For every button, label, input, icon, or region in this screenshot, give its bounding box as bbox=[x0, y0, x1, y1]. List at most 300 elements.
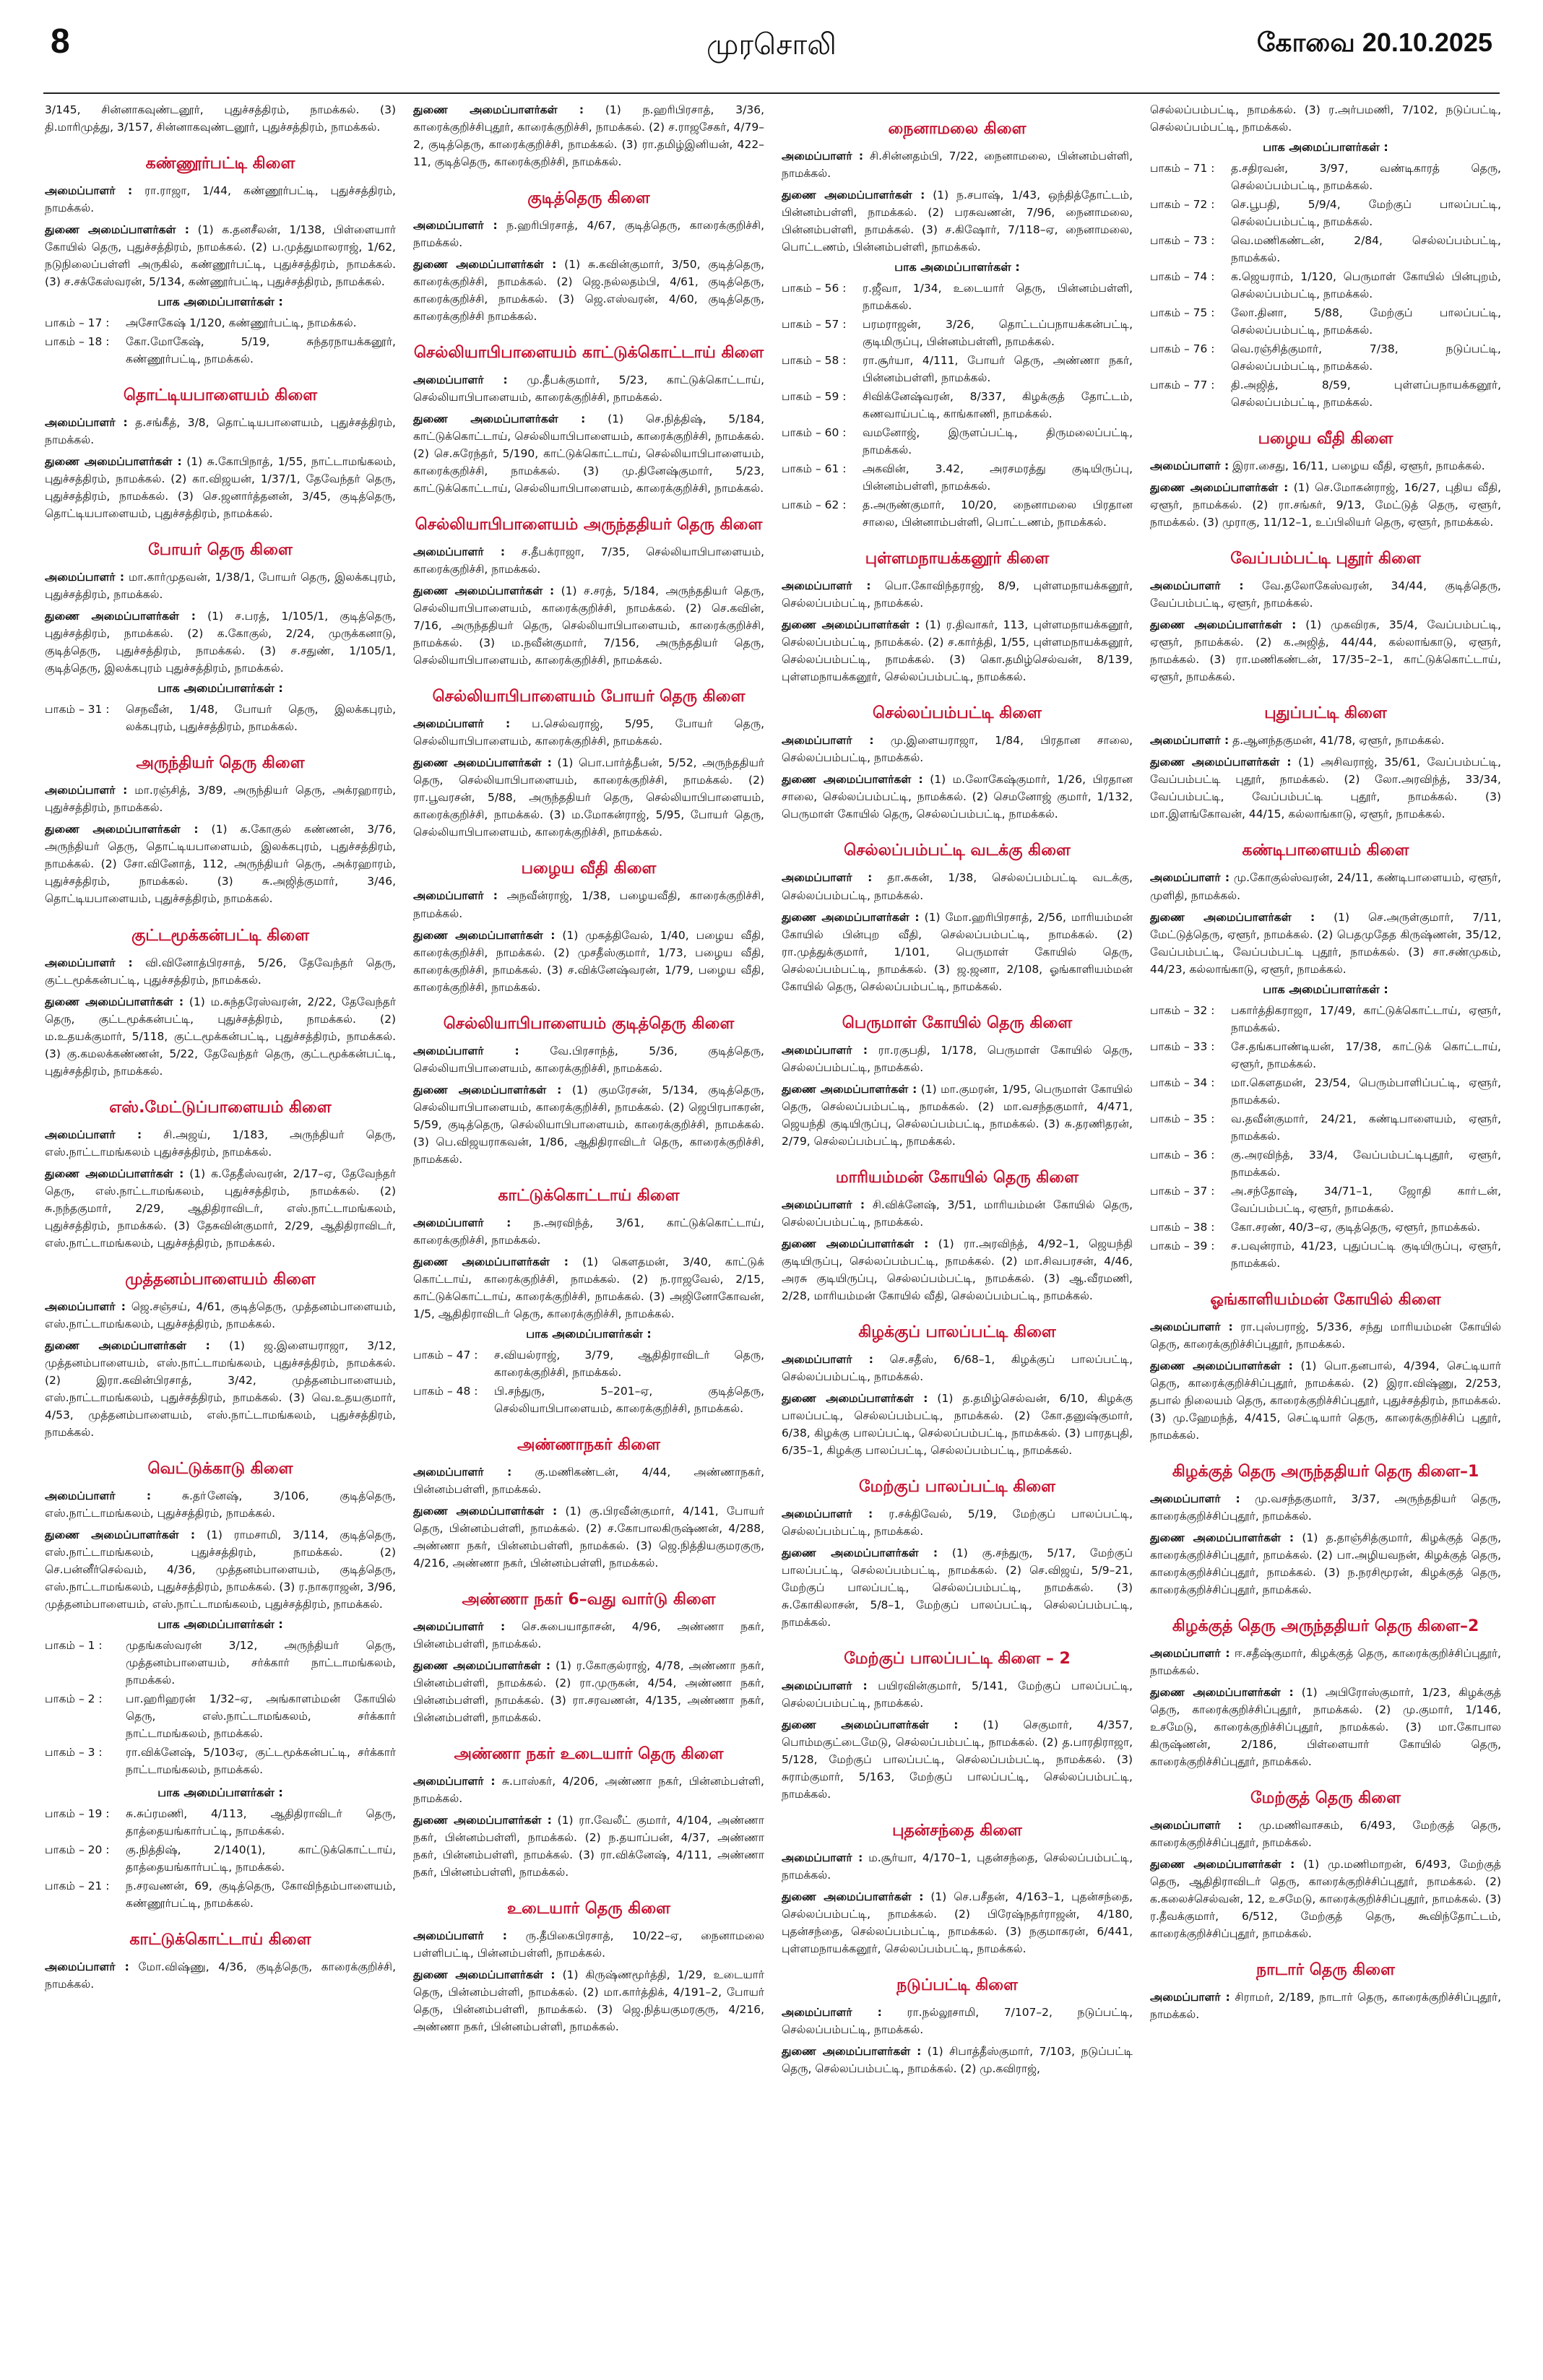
branch-deputies bbox=[45, 453, 396, 522]
secretary-label: அமைப்பாளர் : bbox=[413, 1619, 506, 1633]
branch-title: செல்லியாபிபாளையம் போயர் தெரு கிளை bbox=[432, 688, 745, 706]
branch-secretary bbox=[782, 577, 1133, 612]
deputies-text: (1) அசிவராஜ், 35/61, வேப்பம்பட்டி, வேப்பம்பட்டி புதூர், நாமக்கல். (2) லோ.அரவிந்த், 33/34, வேப்பம்பட்டி, வேப்பம்பட்டி புதூர், நாமக்கல். (3) மா.இளங்கோவன், 44/15, கல்லாங்காடு, ஏளூர், நாமக்கல். bbox=[1150, 756, 1501, 821]
secretary-text: ஜெ.சஞ்சய், 4/61, குடித்தெரு, முத்தனம்பாளையம், எஸ்.நாட்டாமங்கலம், புதுச்சத்திரம், நாமக்கல். bbox=[45, 1299, 396, 1330]
section-text: சிவிக்னேஷ்வரன், 8/337, கிழக்குத் தோட்டம், கணவாய்பட்டி, காங்காணி, நாமக்கல். bbox=[863, 390, 1133, 421]
secretary-label: அமைப்பாளர் : bbox=[782, 1851, 863, 1865]
section-number: பாகம் – 38 : bbox=[1150, 1220, 1215, 1234]
deputies-text: (1) த.தாஞ்சித்குமார், கிழக்குத் தெரு, காரைக்குறிச்சிப்புதூர், நாமக்கல். (2) பா.அழியவநன், கிழக்குத் தெரு, காரைக்குறிச்சிப்புதூர், நாமக்கல். (3) ந.நரசிமூரன், கிழக்குத் தெரு, காரைக்குறிச்சிப்புதூர், நாமக்கல். bbox=[1150, 1531, 1501, 1596]
secretary-label: அமைப்பாளர் : bbox=[413, 1044, 519, 1057]
edition-date: கோவை 20.10.2025 bbox=[1256, 27, 1492, 57]
deputies-text: (1) அபிரோஸ்குமார், 1/23, கிழக்குத் தெரு, காரைக்குறிச்சிப்புதூர், நாமக்கல். (2) மு.குமார், 1/146, உசமேடு, காரைக்குறிச்சிப்புதூர், நாமக்கல். (3) மா.கோபால கிருஷ்ணன், 2/186, பிள்ளையார் கோயில் தெரு, காரைக்குறிச்சிப்புதூர், நாமக்கல். bbox=[1150, 1686, 1501, 1769]
branch-deputies bbox=[45, 993, 396, 1080]
branch-block bbox=[413, 1015, 764, 1168]
secretary-label: அமைப்பாளர் : bbox=[45, 1299, 126, 1313]
deputies-text: (1) பொ.பார்த்தீபன், 5/52, அருந்ததியர் தெரு, செல்லியாபிபாளையம், காரைக்குறிச்சி, நாமக்கல். (2) ரா.பூவரசன், 5/88, அருந்ததியர் தெரு, செல்லியாபிபாளையம், காரைக்குறிச்சி, நாமக்கல். (3) ம.மோகன்ராஜ், 5/95, போயர் தெரு, செல்லியாபிபாளையம், காரைக்குறிச்சி, நாமக்கல். bbox=[413, 756, 764, 839]
branch-title: புதுப்பட்டி கிளை bbox=[1264, 704, 1387, 723]
deputies-label: துணை அமைப்பாளர்கள் : bbox=[413, 928, 556, 942]
secretary-label: அமைப்பாளர் : bbox=[782, 1198, 865, 1211]
deputies-text: (1) ம.சுந்தரேஸ்வரன், 2/22, தேவேந்தர் தெரு, குட்டமூக்கன்பட்டி, புதுச்சத்திரம், நாமக்கல். (2) ம.உதயக்குமார், 5/118, குட்டமூக்கன்பட்டி, புதுச்சத்திரம், நாமக்கல். (3) கு.கமலக்கண்ணன், 5/22, தேவேந்தர் தெரு, குட்டமூக்கன்பட்டி, புதுச்சத்திரம், நாமக்கல். bbox=[45, 995, 396, 1078]
branch-deputies bbox=[413, 1812, 764, 1881]
page-number: 8 bbox=[51, 22, 70, 61]
branch-title: காட்டுக்கொட்டாய் கிளை bbox=[498, 1186, 680, 1205]
secretary-label: அமைப்பாளர் : bbox=[413, 545, 506, 559]
secretary-label: அமைப்பாளர் : bbox=[413, 889, 498, 903]
secretary-text: மா.கார்முதவன், 1/38/1, போயர் தெரு, இலக்கபுரம், புதுச்சத்திரம், நாமக்கல். bbox=[45, 571, 396, 602]
section-text: பா.ஹரிஹரன் 1/32–ஏ, அங்காளம்மன் கோயில் தெரு, எஸ்.நாட்டாமங்கலம், சர்க்கார் நாட்டாமங்கலம், நாமக்கல். bbox=[126, 1692, 396, 1741]
section-row bbox=[782, 280, 1133, 314]
branch-secretary bbox=[45, 1126, 396, 1161]
branch-title: செல்லியாபிபாளையம் குடித்தெரு கிளை bbox=[443, 1014, 735, 1033]
branch-title: கண்டிபாளையம் கிளை bbox=[1242, 841, 1409, 860]
deputies-text: (1) செ.மோகன்ராஜ், 16/27, புதிய வீதி, ஏளூர், நாமக்கல். (2) ரா.சங்கர், 9/13, மேட்டுத் தெரு, ஏளூர், நாமக்கல். (3) முராகு, 11/12–1, உப்பிலியர் தெரு, ஏளூர், நாமக்கல். bbox=[1150, 481, 1501, 529]
branch-secretary bbox=[782, 1505, 1133, 1540]
branch-title: அண்ணா நகர் உடையார் தெரு கிளை bbox=[454, 1745, 724, 1764]
branch-title: அண்ணா நகர் 6–வது வார்டு கிளை bbox=[462, 1590, 716, 1609]
deputies-label: துணை அமைப்பாளர்கள் : bbox=[782, 910, 920, 924]
section-heading: பாக அமைப்பாளர்கள் : bbox=[894, 260, 1020, 274]
newspaper-title: முரசொலி bbox=[706, 28, 837, 61]
branch-deputies bbox=[413, 582, 764, 669]
branch-deputies bbox=[782, 771, 1133, 823]
secretary-text: ரா.ராஜா, 1/44, கண்ணூர்பட்டி, புதுச்சத்திரம், நாமக்கல். bbox=[45, 184, 396, 215]
branch-secretary bbox=[45, 1298, 396, 1333]
section-row bbox=[45, 1805, 396, 1840]
secretary-text: ரு.தீபிகைபிரசாத், 10/22–ஏ, நைனாமலை பள்ளிபட்டி, பின்னம்பள்ளி, நாமக்கல். bbox=[413, 1929, 764, 1960]
branch-secretary bbox=[413, 371, 764, 406]
deputies-label: துணை அமைப்பாளர்கள் : bbox=[1150, 1531, 1295, 1544]
deputies-text: (1) சிபாத்தீஸ்குமார், 7/103, நடுப்பட்டி தெரு, செல்லப்பம்பட்டி, நாமக்கல். (2) மு.கவிராஜ், bbox=[782, 2045, 1133, 2076]
deputies-label: துணை அமைப்பாளர்கள் : bbox=[413, 1968, 556, 1982]
section-number: பாகம் – 58 : bbox=[782, 354, 847, 368]
secretary-label: அமைப்பாளர் : bbox=[413, 1775, 496, 1788]
secretary-label: அமைப்பாளர் : bbox=[782, 871, 873, 885]
deputies-label: துணை அமைப்பாளர்கள் : bbox=[782, 2045, 922, 2059]
deputies-label: துணை அமைப்பாளர்கள் : bbox=[782, 1082, 917, 1096]
section-number: பாகம் – 31 : bbox=[45, 703, 110, 717]
branch-block bbox=[413, 1745, 764, 1881]
deputies-text: (1) மா.குமரன், 1/95, பெருமாள் கோயில் தெரு, செல்லப்பம்பட்டி, நாமக்கல். (2) மா.வசந்தகுமார், 4/471, ஜெயந்தி குடியிருப்பு, செல்லப்பம்பட்டி, நாமக்கல். (3) சு.தரணிதரன், 2/79, செல்லப்பம்பட்டி, நாமக்கல். bbox=[782, 1082, 1133, 1148]
secretary-label: அமைப்பாளர் : bbox=[782, 734, 874, 748]
branch-title: நாடார் தெரு கிளை bbox=[1256, 1961, 1395, 1980]
branch-title: அருந்தியர் தெரு கிளை bbox=[136, 754, 305, 773]
section-text: ரா.விக்னேஷ், 5/103ஏ, குட்டமூக்கன்பட்டி, சர்க்கார் நாட்டாமங்கலம், நாமக்கல். bbox=[126, 1746, 396, 1777]
section-row bbox=[45, 1877, 396, 1912]
branch-secretary bbox=[782, 1351, 1133, 1385]
deputies-text: (1) க.தனசீலன், 1/138, பிள்ளையார் கோயில் தெரு, புதுச்சத்திரம், நாமக்கல். (2) ப.முத்துமாலராஜ், 1/62, நடுநிலைப்பள்ளி அருகில், கண்ணூர்பட்டி, புதுச்சத்திரம், நாமக்கல். (3) ச.சக்கேஸ்வரன், 5/134, கண்ணூர்பட்டி, புதுச்சத்திரம், நாமக்கல். bbox=[45, 223, 396, 289]
deputies-text: (1) பொ.தனபால், 4/394, செட்டியார் தெரு, காரைக்குறிச்சிப்புதூர், நாமக்கல். (2) இரா.விஷ்ணு, 2/253, தபால் நிலையம் தெரு, காரைக்குறிச்சிப்புதூர், புதுச்சத்திரம், நாமக்கல். (3) மு.ஹேமந்த், 4/415, செட்டியார் தெரு, காரைக்குறிச்சிப் புதூர், நாமக்கல். bbox=[1150, 1359, 1501, 1442]
section-number: பாகம் – 3 : bbox=[45, 1746, 103, 1760]
section-text: கோ.சரண், 40/3–ஏ, குடித்தெரு, ஏளூர், நாமக்கல். bbox=[1231, 1220, 1481, 1234]
section-number: பாகம் – 77 : bbox=[1150, 378, 1215, 392]
section-row bbox=[1150, 340, 1501, 375]
branch-secretary bbox=[782, 1042, 1133, 1076]
branch-block bbox=[1150, 841, 1501, 1271]
deputies-label: துணை அமைப்பாளர்கள் : bbox=[45, 1167, 184, 1180]
section-number: பாகம் – 61 : bbox=[782, 462, 847, 476]
branch-title: மேற்குத் தெரு கிளை bbox=[1250, 1789, 1401, 1808]
deputies-label: துணை அமைப்பாளர்கள் : bbox=[413, 1814, 552, 1827]
article-columns bbox=[45, 101, 1501, 2369]
branch-title: செல்லப்பம்பட்டி வடக்கு கிளை bbox=[844, 841, 1071, 860]
branch-title: அண்ணாநகர் கிளை bbox=[517, 1435, 660, 1454]
branch-secretary bbox=[782, 1677, 1133, 1712]
branch-deputies bbox=[782, 1390, 1133, 1459]
deputies-text: (1) முகத்திவேல், 1/40, பழைய வீதி, காரைக்குறிச்சி, நாமக்கல். (2) முசதீஸ்குமார், 1/73, பழைய வீதி, காரைக்குறிச்சி, நாமக்கல். (3) ச.விக்னேஷ்வரன், 1/79, பழைய வீதி, காரைக்குறிச்சி, நாமக்கல். bbox=[413, 928, 764, 994]
branch-block bbox=[1150, 550, 1501, 685]
section-row bbox=[782, 496, 1133, 531]
deputies-text: (1) ந.சபாஷ், 1/43, ஒந்தித்தோட்டம், பின்னம்பள்ளி, நாமக்கல். (2) பரசுவணன், 7/96, நைனாமலை, பின்னம்பள்ளி, நாமக்கல். (3) ச.கிஷோர், 7/118–ஏ, நைனாமலை, பொட்டணம், பின்னம்பள்ளி, நாமக்கல். bbox=[782, 189, 1133, 254]
section-text: செநவீன், 1/48, போயர் தெரு, இலக்கபுரம், லக்கபுரம், புதுச்சத்திரம், நாமக்கல். bbox=[126, 703, 396, 734]
deputies-label: துணை அமைப்பாளர்கள் : bbox=[782, 1391, 928, 1405]
branch-block bbox=[1150, 1617, 1501, 1770]
section-text: வெ.ரஞ்சித்குமார், 7/38, நடுப்பட்டி, செல்லப்பம்பட்டி, நாமக்கல். bbox=[1231, 342, 1501, 373]
branch-block bbox=[413, 1187, 764, 1417]
secretary-label: அமைப்பாளர் : bbox=[1150, 1320, 1233, 1333]
branch-title: உடையார் தெரு கிளை bbox=[507, 1900, 670, 1918]
section-number: பாகம் – 73 : bbox=[1150, 234, 1215, 248]
secretary-label: அமைப்பாளர் : bbox=[45, 1489, 152, 1502]
secretary-label: அமைப்பாளர் : bbox=[782, 1352, 873, 1366]
section-number: பாகம் – 21 : bbox=[45, 1879, 110, 1893]
branch-secretary bbox=[45, 954, 396, 989]
branch-block bbox=[45, 754, 396, 907]
deputies-label: துணை அமைப்பாளர்கள் : bbox=[45, 223, 189, 237]
branch-title: பழைய வீதி கிளை bbox=[1258, 430, 1393, 449]
branch-title: முத்தனம்பாளையம் கிளை bbox=[125, 1270, 316, 1289]
secretary-text: தா.சுகன், 1/38, செல்லப்பம்பட்டி வடக்கு, செல்லப்பம்பட்டி, நாமக்கல். bbox=[782, 871, 1133, 902]
branch-title: கிழக்குப் பாலப்பட்டி கிளை bbox=[858, 1323, 1056, 1341]
branch-title: குடித்தெரு கிளை bbox=[527, 189, 650, 208]
section-row bbox=[45, 701, 396, 735]
branch-title: செல்லியாபிபாளையம் அருந்ததியர் தெரு கிளை bbox=[415, 516, 763, 535]
branch-secretary bbox=[413, 1618, 764, 1653]
branch-block bbox=[782, 1478, 1133, 1631]
branch-secretary bbox=[413, 1214, 764, 1249]
secretary-text: மு.தீபக்குமார், 5/23, காட்டுக்கொட்டாய், செல்லியாபிபாளையம், காரைக்குறிச்சி, நாமக்கல். bbox=[413, 373, 764, 404]
branch-title: புதன்சந்தை கிளை bbox=[892, 1822, 1022, 1840]
deputies-text: (1) மு.மணிமாறன், 6/493, மேற்குத் தெரு, ஆதிதிராவிடர் தெரு, காரைக்குறிச்சிப்புதூர், நாமக்கல். (2) க.கலைச்செல்வன், 12, உசமேடு, காரைக்குறிச்சிப்புதூர், நாமக்கல். (3) ர.தீவக்குமார், 6/512, மேற்குத் தெரு, கூவிந்தோட்டம், காரைக்குறிச்சிப்புதூர், நாமக்கல். bbox=[1150, 1858, 1501, 1941]
branch-deputies bbox=[782, 2043, 1133, 2077]
branch-deputies bbox=[1150, 479, 1501, 531]
branch-secretary bbox=[1150, 457, 1501, 475]
branch-secretary bbox=[413, 217, 764, 251]
branch-deputies bbox=[782, 616, 1133, 685]
branch-deputies bbox=[45, 1337, 396, 1441]
secretary-label: அமைப்பாளர் : bbox=[1150, 1647, 1230, 1661]
branch-block bbox=[782, 841, 1133, 995]
secretary-text: ந.அரவிந்த், 3/61, காட்டுக்கொட்டாய், காரைக்குறிச்சி, நாமக்கல். bbox=[413, 1216, 764, 1247]
section-row bbox=[1150, 304, 1501, 339]
section-text: ர.ஜீவா, 1/34, உடையார் தெரு, பின்னம்பள்ளி, நாமக்கல். bbox=[863, 282, 1133, 313]
branch-secretary bbox=[413, 1773, 764, 1807]
deputies-text: (1) ர.திவாகர், 113, புள்ளமநாயக்கனூர், செல்லப்பம்பட்டி, நாமக்கல். (2) ச.கார்த்தி, 1/55, புள்ளமநாயக்கனூர், செல்லப்பம்பட்டி, நாமக்கல். (3) கொ.தமிழ்செல்வன், 8/139, புள்ளமநாயக்கனூர், செல்லப்பம்பட்டி, நாமக்கல். bbox=[782, 618, 1133, 684]
branch-secretary bbox=[413, 1042, 764, 1077]
branch-deputies bbox=[413, 1966, 764, 2035]
branch-secretary bbox=[413, 1927, 764, 1962]
deputies-label: துணை அமைப்பாளர்கள் : bbox=[45, 823, 199, 836]
section-row bbox=[782, 460, 1133, 495]
section-number: பாகம் – 47 : bbox=[413, 1348, 478, 1362]
secretary-label: அமைப்பாளர் : bbox=[1150, 579, 1244, 593]
section-number: பாகம் – 59 : bbox=[782, 390, 847, 404]
section-text: கு.அரவிந்த், 33/4, வேப்பம்பட்டிபுதூர், ஏளூர், நாமக்கல். bbox=[1231, 1148, 1501, 1179]
branch-secretary bbox=[1150, 1989, 1501, 2023]
secretary-label: அமைப்பாளர் : bbox=[1150, 1819, 1242, 1832]
secretary-label: அமைப்பாளர் : bbox=[45, 416, 128, 430]
deputies-label: துணை அமைப்பாளர்கள் : bbox=[413, 1658, 551, 1672]
branch-secretary bbox=[413, 543, 764, 578]
secretary-text: மு.வசந்தகுமார், 3/37, அருந்ததியர் தெரு, காரைக்குறிச்சிப்புதூர், நாமக்கல். bbox=[1150, 1492, 1501, 1523]
branch-secretary bbox=[782, 2004, 1133, 2038]
branch-title: செல்லியாபிபாளையம் காட்டுக்கொட்டாய் கிளை bbox=[413, 344, 764, 363]
branch-title: எஸ்.மேட்டுப்பாளையம் கிளை bbox=[109, 1098, 332, 1117]
branch-block bbox=[45, 541, 396, 735]
branch-block bbox=[45, 1099, 396, 1252]
secretary-text: வே.பிரசாந்த், 5/36, குடித்தெரு, செல்லியாபிபாளையம், காரைக்குறிச்சி, நாமக்கல். bbox=[413, 1044, 764, 1075]
section-text: த.சதிரவன், 3/97, வண்டிகாரத் தெரு, செல்லப்பம்பட்டி, நாமக்கல். bbox=[1231, 162, 1501, 193]
branch-secretary bbox=[413, 887, 764, 922]
deputies-label: துணை அமைப்பாளர்கள் : bbox=[1150, 1359, 1293, 1372]
section-number: பாகம் – 2 : bbox=[45, 1692, 103, 1705]
branch-title: புள்ளமநாயக்கனூர் கிளை bbox=[865, 550, 1050, 568]
section-row bbox=[413, 1382, 764, 1417]
deputies-label: துணை அமைப்பாளர்கள் : bbox=[45, 1528, 196, 1541]
branch-block bbox=[782, 1650, 1133, 1803]
deputies-text: (1) ந.ஹரிபிரசாத், 3/36, காரைக்குறிச்சிபுதூர், காரைக்குறிச்சி, நாமக்கல். (2) ச.ராஜசேகர், 4/79–2, குடித்தெரு, காரைக்குறிச்சி, நாமக்கல். (3) ரா.தமிழ்இனியன், 422–11, குடித்தெரு, காரைக்குறிச்சி, நாமக்கல். bbox=[413, 103, 764, 169]
branch-block bbox=[45, 386, 396, 522]
deputies-text: (1) சு.கோபிநாத், 1/55, நாட்டாமங்கலம், புதுச்சத்திரம், நாமக்கல். (2) கா.விஜயன், 1/37/1, தேவேந்தர் தெரு, புதுச்சத்திரம், நாமக்கல். (3) செ.ஜனார்த்தனன், 3/45, குடித்தெரு, தொட்டியபாளையம், புதுச்சத்திரம், நாமக்கல். bbox=[45, 455, 396, 521]
branch-block bbox=[413, 189, 764, 325]
secretary-label: அமைப்பாளர் : bbox=[1150, 871, 1230, 885]
section-row bbox=[1150, 1237, 1501, 1272]
branch-deputies bbox=[45, 221, 396, 290]
deputies-label: துணை அமைப்பாளர்கள் : bbox=[45, 995, 184, 1008]
continued-text: 3/145, சின்னாகவுண்டனூர், புதுச்சத்திரம், நாமக்கல். (3) தி.மாரிமுத்து, 3/157, சின்னாகவுண்டனூர், புதுச்சத்திரம், நாமக்கல். bbox=[45, 103, 396, 134]
section-text: கோ.மோகேஷ், 5/19, சுந்தரநாயக்கனூர், கண்ணூர்பட்டி, நாமக்கல். bbox=[126, 335, 396, 366]
section-text: சே.தங்கபாண்டியன், 17/38, காட்டுக் கொட்டாய், ஏளூர், நாமக்கல். bbox=[1231, 1039, 1501, 1070]
deputies-label: துணை அமைப்பாளர்கள் : bbox=[782, 189, 925, 202]
secretary-label: அமைப்பாளர் : bbox=[45, 784, 128, 797]
branch-secretary bbox=[782, 1849, 1133, 1884]
branch-block bbox=[782, 1014, 1133, 1150]
section-text: மா.கௌதமன், 23/54, பெரும்பாளிப்பட்டி, ஏளூர், நாமக்கல். bbox=[1231, 1076, 1501, 1107]
deputies-label: துணை அமைப்பாளர்கள் : bbox=[413, 1504, 558, 1518]
deputies-label: துணை அமைப்பாளர்கள் : bbox=[782, 1718, 959, 1732]
column-1 bbox=[45, 101, 396, 2369]
section-number: பாகம் – 37 : bbox=[1150, 1184, 1215, 1198]
section-heading: பாக அமைப்பாளர்கள் : bbox=[1263, 140, 1388, 155]
secretary-label: அமைப்பாளர் : bbox=[45, 571, 125, 584]
branch-deputies bbox=[782, 186, 1133, 256]
branch-deputies bbox=[782, 1081, 1133, 1150]
deputies-text: (1) கௌதமன், 3/40, காட்டுக் கொட்டாய், காரைக்குறிச்சி, நாமக்கல். (2) ந.ராஜவேல், 2/15, காட்டுக்கொட்டாய், காரைக்குறிச்சி, நாமக்கல். (3) அஜினோகோவன், 1/5, ஆதிதிராவிடர் தெரு, காரைக்குறிச்சி, நாமக்கல். bbox=[413, 1255, 764, 1320]
section-row bbox=[45, 333, 396, 368]
branch-deputies bbox=[782, 1544, 1133, 1631]
branch-block bbox=[1150, 704, 1501, 823]
section-number: பாகம் – 36 : bbox=[1150, 1148, 1215, 1161]
branch-block bbox=[413, 688, 764, 841]
deputies-label: துணை அமைப்பாளர்கள் : bbox=[413, 258, 557, 272]
secretary-text: செ.சதீஸ், 6/68–1, கிழக்குப் பாலப்பட்டி, செல்லப்பம்பட்டி, நாமக்கல். bbox=[782, 1352, 1133, 1383]
branch-deputies bbox=[413, 754, 764, 841]
branch-secretary bbox=[782, 869, 1133, 904]
secretary-text: சி.அஜய், 1/183, அருந்தியர் தெரு, எஸ்.நாட்டாமங்கலம் புதுச்சத்திரம், நாமக்கல். bbox=[45, 1128, 396, 1159]
branch-block bbox=[1150, 1291, 1501, 1444]
branch-secretary bbox=[45, 414, 396, 449]
section-row bbox=[782, 388, 1133, 423]
branch-deputies bbox=[782, 909, 1133, 995]
section-row bbox=[1150, 1182, 1501, 1217]
section-number: பாகம் – 57 : bbox=[782, 318, 847, 332]
branch-secretary bbox=[413, 1463, 764, 1498]
secretary-text: மு.இளையராஜா, 1/84, பிரதான சாலை, செல்லப்பம்பட்டி, நாமக்கல். bbox=[782, 734, 1133, 765]
branch-title: கிழக்குத் தெரு அருந்ததியர் தெரு கிளை–1 bbox=[1172, 1462, 1479, 1481]
section-number: பாகம் – 60 : bbox=[782, 426, 847, 440]
secretary-text: வி.வினோத்பிரசாத், 5/26, தேவேந்தர் தெரு, குட்டமூக்கன்பட்டி, புதுச்சத்திரம், நாமக்கல். bbox=[45, 956, 396, 987]
branch-block bbox=[782, 550, 1133, 685]
branch-deputies bbox=[45, 1526, 396, 1613]
deputies-text: (1) ச.பரத், 1/105/1, குடித்தெரு, புதுச்சத்திரம், நாமக்கல். (2) க.கோகுல், 2/24, முருக்கனாடு, குடித்தெரு, புதுச்சத்திரம், நாமக்கல். (3) ச.சதுண், 1/105/1, குடித்தெரு, இலக்கபுரம் புதுச்சத்திரம், நாமக்கல். bbox=[45, 610, 396, 675]
section-row bbox=[45, 1690, 396, 1742]
section-number: பாகம் – 74 : bbox=[1150, 270, 1215, 284]
branch-block bbox=[413, 1900, 764, 2035]
header-rule bbox=[43, 92, 1500, 94]
branch-deputies bbox=[1150, 616, 1501, 685]
branch-block bbox=[413, 860, 764, 995]
deputies-text: (1) கு.பிரவீன்குமார், 4/141, போயர் தெரு, பின்னம்பள்ளி, நாமக்கல். (2) ச.கோபாலகிருஷ்ணன், 4/288, அண்ணா நகர், பின்னம்பள்ளி, நாமக்கல். (3) ஜெ.நித்தியகுமரகுரு, 4/216, அண்ணா நகர், பின்னம்பள்ளி, நாமக்கல். bbox=[413, 1504, 764, 1570]
secretary-text: ரா.ரகுபதி, 1/178, பெருமாள் கோயில் தெரு, செல்லப்பம்பட்டி, நாமக்கல். bbox=[782, 1043, 1133, 1074]
section-number: பாகம் – 20 : bbox=[45, 1843, 110, 1857]
branch-deputies bbox=[413, 927, 764, 996]
section-text: வமனோஜ், இருளப்பட்டி, திருமலைப்பட்டி, நாமக்கல். bbox=[863, 426, 1133, 457]
branch-deputies bbox=[1150, 1357, 1501, 1444]
branch-deputies bbox=[1150, 1684, 1501, 1770]
deputies-text: (1) குமரேசன், 5/134, குடித்தெரு, செல்லியாபிபாளையம், காரைக்குறிச்சி, நாமக்கல். (2) ஜெபிரபாகரன், 5/59, குடித்தெரு, செல்லியாபிபாளையம், காரைக்குறிச்சி, நாமக்கல். (3) பெ.விஜயராகவன், 1/86, ஆதிதிராவிடர் தெரு, காரைக்குறிச்சி, நாமக்கல். bbox=[413, 1083, 764, 1166]
branch-deputies bbox=[782, 1716, 1133, 1803]
branch-secretary bbox=[1150, 1817, 1501, 1851]
deputies-label: துணை அமைப்பாளர்கள் : bbox=[45, 1338, 210, 1352]
branch-deputies bbox=[782, 1235, 1133, 1304]
secretary-text: பொ.கோவிந்தராஜ், 8/9, புள்ளமநாயக்கனூர், செல்லப்பம்பட்டி, நாமக்கல். bbox=[782, 579, 1133, 610]
deputies-label: துணை அமைப்பாளர்கள் : bbox=[413, 756, 552, 770]
branch-block bbox=[45, 1786, 396, 1912]
secretary-label: அமைப்பாளர் : bbox=[45, 1960, 129, 1974]
section-row bbox=[45, 1744, 396, 1778]
secretary-text: ர.சக்திவேல், 5/19, மேற்குப் பாலப்பட்டி, செல்லப்பம்பட்டி, நாமக்கல். bbox=[782, 1507, 1133, 1538]
secretary-text: வே.தலோகேஸ்வரன், 34/44, குடித்தெரு, வேப்பம்பட்டி, ஏளூர், நாமக்கல். bbox=[1150, 579, 1501, 610]
branch-deputies bbox=[413, 1502, 764, 1572]
deputies-text: (1) க.தேதீஸ்வரன், 2/17–ஏ, தேவேந்தர் தெரு, எஸ்.நாட்டாமங்கலம், புதுச்சத்திரம், நாமக்கல். (2) சு.நந்தகுமார், 2/29, ஆதிதிராவிடர், எஸ்.நாட்டாமங்கலம், புதுச்சத்திரம், நாமக்கல். (3) தேசுவின்குமார், 2/29, ஆதிதிராவிடர், எஸ்.நாட்டாமங்கலம், புதுச்சத்திரம், நாமக்கல். bbox=[45, 1167, 396, 1250]
section-heading: பாக அமைப்பாளர்கள் : bbox=[526, 1326, 652, 1341]
deputies-text: (1) செ.பசீதன், 4/163–1, புதன்சந்தை, செல்லப்பம்பட்டி, நாமக்கல். (2) பிரேஷ்நதர்ராஜன், 4/180, புதன்சந்தை, செல்லப்பம்பட்டி, நாமக்கல். (3) நகுமாகரன், 6/441, புள்ளமநாயக்கனூர், செல்லப்பம்பட்டி, நாமக்கல். bbox=[782, 1890, 1133, 1956]
branch-deputies bbox=[413, 101, 764, 170]
continued-text: செல்லப்பம்பட்டி, நாமக்கல். (3) ர.அர்பமணி, 7/102, நடுப்பட்டி, செல்லப்பம்பட்டி, நாமக்கல். bbox=[1150, 103, 1501, 134]
section-row bbox=[1150, 376, 1501, 411]
deputies-text: (1) செ.நித்திஷ், 5/184, காட்டுக்கொட்டாய், செல்லியாபிபாளையம், காரைக்குறிச்சி, நாமக்கல். (2) செ.சுரேந்தர், 5/190, காட்டுக்கொட்டாய், செல்லியாபிபாளையம், காரைக்குறிச்சி, நாமக்கல். (3) மு.தினேஷ்குமார், 5/23, காட்டுக்கொட்டாய், செல்லியாபிபாளையம், காரைக்குறிச்சி, நாமக்கல். bbox=[413, 412, 764, 496]
secretary-text: சு.தா்னேஷ், 3/106, குடித்தெரு, எஸ்.நாட்டாமங்கலம், புதுச்சத்திரம், நாமக்கல். bbox=[45, 1489, 396, 1520]
branch-block bbox=[45, 1271, 396, 1441]
section-text: முதங்கஸ்வரன் 3/12, அருந்தியர் தெரு, முத்தனம்பாளையம், சர்க்கார் நாட்டாமங்கலம், நாமக்கல். bbox=[126, 1638, 396, 1687]
branch-title: பழைய வீதி கிளை bbox=[521, 860, 657, 878]
branch-deputies bbox=[413, 410, 764, 497]
secretary-text: செ.சுபையாதாசன், 4/96, அண்ணா நகர், பின்னம்பள்ளி, நாமக்கல். bbox=[413, 1619, 764, 1650]
section-row bbox=[45, 314, 396, 332]
branch-block bbox=[782, 120, 1133, 531]
section-row bbox=[1150, 1074, 1501, 1109]
secretary-text: மு.கோகுல்ஸ்வரன், 24/11, கண்டிபாளையம், ஏளூர், முளிதி, நாமக்கல். bbox=[1150, 871, 1501, 902]
branch-block bbox=[782, 704, 1133, 823]
branch-deputies bbox=[413, 256, 764, 325]
secretary-label: அமைப்பாளர் : bbox=[45, 956, 133, 969]
branch-block bbox=[782, 1822, 1133, 1957]
secretary-label: அமைப்பாளர் : bbox=[782, 1043, 868, 1057]
section-number: பாகம் – 32 : bbox=[1150, 1003, 1215, 1017]
section-heading: பாக அமைப்பாளர்கள் : bbox=[157, 681, 283, 696]
section-row bbox=[782, 424, 1133, 459]
section-text: செ.பூபதி, 5/9/4, மேற்குப் பாலப்பட்டி, செல்லப்பம்பட்டி, நாமக்கல். bbox=[1231, 198, 1501, 229]
section-text: சு.சுப்ரமணி, 4/113, ஆதிதிராவிடர் தெரு, தாத்தையங்கார்பட்டி, நாமக்கல். bbox=[126, 1807, 396, 1838]
secretary-text: மு.மணிவாசகம், 6/493, மேற்குத் தெரு, காரைக்குறிச்சிப்புதூர், நாமக்கல். bbox=[1150, 1819, 1501, 1850]
branch-secretary bbox=[782, 147, 1133, 182]
deputies-text: (1) ம.லோகேஷ்குமார், 1/26, பிரதான சாலை, செல்லப்பம்பட்டி, நாமக்கல். (2) செமனோஜ் குமார், 1/132, பெருமாள் கோயில் தெரு, செல்லப்பம்பட்டி, நாமக்கல். bbox=[782, 773, 1133, 821]
secretary-label: அமைப்பாளர் : bbox=[1150, 1492, 1240, 1505]
secretary-label: அமைப்பாளர் : bbox=[413, 219, 498, 233]
branch-deputies bbox=[413, 1081, 764, 1168]
section-row bbox=[45, 1637, 396, 1689]
secretary-text: சி.விக்னேஷ், 3/51, மாரியம்மன் கோயில் தெரு, செல்லப்பம்பட்டி, நாமக்கல். bbox=[782, 1198, 1133, 1229]
branch-deputies bbox=[782, 1888, 1133, 1957]
section-row bbox=[1150, 1110, 1501, 1145]
column-4 bbox=[1150, 101, 1501, 2369]
secretary-label: அமைப்பாளர் : bbox=[413, 1929, 507, 1943]
branch-title: நடுப்பட்டி கிளை bbox=[896, 1976, 1018, 1995]
deputies-text: (1) ரா.வேலீட் குமார், 4/104, அண்ணா நகர், பின்னம்பள்ளி, நாமக்கல். (2) ந.தயாப்பன், 4/37, அண்ணா நகர், பின்னம்பள்ளி, நாமக்கல். (3) ரா.விக்னேஷ், 4/111, அண்ணா நகர், பின்னம்பள்ளி, நாமக்கல். bbox=[413, 1814, 764, 1879]
secretary-label: அமைப்பாளர் : bbox=[413, 1216, 511, 1229]
deputies-label: துணை அமைப்பாளர்கள் : bbox=[1150, 1686, 1294, 1700]
section-text: கு.நித்திஷ், 2/140(1), காட்டுக்கொட்டாய், தாத்தையங்கார்பட்டி, நாமக்கல். bbox=[126, 1843, 396, 1874]
secretary-text: அநவீன்ராஜ், 1/38, பழையவீதி, காரைக்குறிச்சி, நாமக்கல். bbox=[413, 889, 764, 920]
section-row bbox=[1150, 1219, 1501, 1236]
branch-secretary bbox=[45, 568, 396, 603]
secretary-label: அமைப்பாளர் : bbox=[782, 1507, 873, 1520]
deputies-text: (1) மோ.ஹரிபிரசாத், 2/56, மாரியம்மன் கோயில் பின்புற வீதி, செல்லப்பம்பட்டி, நாமக்கல். (2) ரா.முத்துக்குமார், 1/101, பெருமாள் கோயில் தெரு, செல்லப்பம்பட்டி, நாமக்கல். (3) ஜ.ஜனா, 2/108, ஓங்காளியம்மன் கோயில் தெரு, செல்லப்பம்பட்டி, நாமக்கல். bbox=[782, 910, 1133, 993]
branch-block bbox=[413, 516, 764, 669]
secretary-text: ம.சூர்யா, 4/170–1, புதன்சந்தை, செல்லப்பம்பட்டி, நாமக்கல். bbox=[782, 1851, 1133, 1882]
branch-title: பெருமாள் கோயில் தெரு கிளை bbox=[842, 1013, 1073, 1032]
branch-block bbox=[1150, 1961, 1501, 2023]
branch-deputies bbox=[413, 1657, 764, 1726]
deputies-label: துணை அமைப்பாளர்கள் : bbox=[413, 584, 555, 598]
section-number: பாகம் – 1 : bbox=[45, 1638, 103, 1652]
deputies-label: துணை அமைப்பாளர்கள் : bbox=[413, 412, 586, 426]
secretary-text: இரா.சைது, 16/11, பழைய வீதி, ஏளூர், நாமக்கல். bbox=[1229, 459, 1485, 473]
secretary-label: அமைப்பாளர் : bbox=[413, 373, 508, 387]
branch-title: நைனாமலை கிளை bbox=[888, 120, 1026, 138]
branch-secretary bbox=[45, 782, 396, 816]
deputies-label: துணை அமைப்பாளர்கள் : bbox=[413, 1255, 569, 1268]
deputies-text: (1) த.தமிழ்செல்வன், 6/10, கிழக்கு பாலப்பட்டி, செல்லப்பம்பட்டி, நாமக்கல். (2) கோ.தனுஷ்குமார், 6/38, கிழக்கு பாலப்பட்டி, செல்லப்பம்பட்டி, நாமக்கல். (3) பாரதபுதி, 6/35–1, கிழக்கு பாலப்பட்டி, செல்லப்பம்பட்டி, நாமக்கல். bbox=[782, 1391, 1133, 1457]
secretary-label: அமைப்பாளர் : bbox=[782, 2006, 882, 2020]
secretary-text: மா.ரஞ்சித், 3/89, அருந்தியர் தெரு, அக்ரஹாரம், புதுச்சத்திரம், நாமக்கல். bbox=[45, 784, 396, 815]
branch-title: மேற்குப் பாலப்பட்டி கிளை – 2 bbox=[844, 1649, 1071, 1668]
deputies-label: துணை அமைப்பாளர்கள் : bbox=[782, 1546, 938, 1559]
section-number: பாகம் – 56 : bbox=[782, 282, 847, 295]
section-heading: பாக அமைப்பாளர்கள் : bbox=[157, 295, 283, 309]
secretary-text: மோ.விஷ்ணு, 4/36, குடித்தெரு, காரைக்குறிச்சி, நாமக்கல். bbox=[45, 1960, 396, 1991]
section-text: ச.பவுன்ராம், 41/23, புதுப்பட்டி குடியிருப்பு, ஏளூர், நாமக்கல். bbox=[1231, 1239, 1501, 1270]
secretary-text: ந.ஹரிபிரசாத், 4/67, குடித்தெரு, காரைக்குறிச்சி, நாமக்கல். bbox=[413, 219, 764, 250]
